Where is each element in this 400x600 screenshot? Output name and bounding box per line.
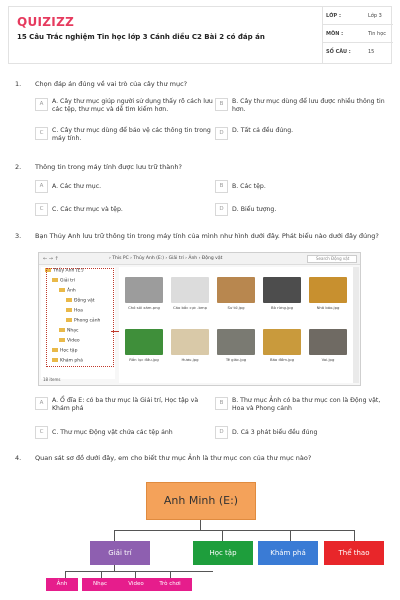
image-icon — [217, 277, 255, 303]
meta-row-count — [323, 43, 393, 61]
question-number: 4. — [15, 454, 22, 462]
tree-item-label: Động vật — [74, 298, 95, 304]
file-thumbnail[interactable] — [169, 277, 211, 310]
image-icon — [309, 329, 347, 355]
file-thumbnail[interactable] — [307, 329, 349, 362]
option-text: C. Các thư mục và tệp. — [52, 206, 123, 213]
file-name: Tê giác.jpg — [225, 357, 247, 362]
q1-option-d[interactable] — [215, 127, 395, 145]
file-thumbnail[interactable] — [215, 277, 257, 310]
file-thumbnail[interactable] — [123, 277, 165, 310]
option-letter: B — [215, 397, 228, 410]
connector-line — [114, 530, 115, 541]
search-box: Search Động vật — [307, 255, 357, 263]
meta-key: LỚP : — [326, 13, 341, 19]
connector-line — [114, 565, 115, 571]
file-thumbnail[interactable] — [261, 329, 303, 362]
tree-item-label: Thủy Anh (E:) — [53, 268, 84, 274]
diagram-node-kham-pha: Khám phá — [258, 541, 318, 565]
question-number: 1. — [15, 80, 22, 88]
q3-option-b[interactable] — [215, 397, 395, 415]
scrollbar — [353, 267, 359, 383]
file-name: Sư tử.jpg — [227, 305, 245, 310]
tree-item-label: Phong cảnh — [74, 318, 101, 324]
option-text: C. Cây thư mục dùng để bảo vệ các thông tin trong máy tính. — [52, 127, 211, 142]
option-text: A. Ổ đĩa E: có ba thư mục là Giải trí, Học tập và Khám phá — [52, 397, 199, 412]
file-thumbnail[interactable] — [123, 329, 165, 362]
q3-option-c[interactable] — [35, 426, 215, 444]
question-text: Quan sát sơ đồ dưới đây, em cho biết thư mục Ảnh là thư mục con của thư mục nào? — [35, 454, 312, 462]
option-letter: B — [215, 98, 228, 111]
q1-option-c[interactable] — [35, 127, 215, 145]
tree-item-label: Video — [67, 338, 80, 344]
question-text: Chọn đáp án đúng về vai trò của cây thư mục? — [35, 80, 188, 88]
connector-line — [200, 520, 201, 530]
tree-item-label: Nhạc — [67, 328, 79, 334]
file-name: Chó sói xám.png — [128, 305, 160, 310]
file-explorer-figure — [38, 252, 361, 386]
meta-key: MÔN : — [326, 31, 344, 37]
item-count: 18 items — [43, 377, 61, 382]
connector-line — [101, 571, 102, 578]
option-letter: A — [35, 397, 48, 410]
highlight-dotted-box — [46, 268, 114, 367]
diagram-node-tro-choi: Trò chơi — [148, 578, 192, 591]
tree-item-label: Giải trí — [60, 278, 76, 284]
tree-item-label: Khám phá — [60, 358, 83, 364]
image-icon — [263, 329, 301, 355]
image-icon — [217, 329, 255, 355]
option-text: A. Cây thư mục giúp người sử dụng thấy rõ cách lưu các tệp, thư mục và dễ tìm kiếm hơn. — [52, 98, 213, 113]
image-icon — [171, 329, 209, 355]
option-letter: D — [215, 203, 228, 216]
image-icon — [263, 277, 301, 303]
option-letter: C — [35, 127, 48, 140]
header — [8, 6, 392, 64]
connector-line — [222, 530, 223, 541]
option-text: D. Biểu tượng. — [232, 206, 277, 213]
question-text: Bạn Thủy Anh lưu trữ thông tin trong máy tính của mình như hình dưới đây. Phát biểu nào dưới đây đúng? — [35, 232, 379, 240]
option-letter: B — [215, 180, 228, 193]
quizizz-logo: QUIZIZZ — [17, 15, 75, 29]
tree-item-label: Ảnh — [67, 288, 76, 294]
page-title: 15 Câu Trắc nghiệm Tin học lớp 3 Cánh diều C2 Bài 2 có đáp án — [17, 33, 265, 41]
file-name: Bò rừng.jpg — [270, 305, 293, 310]
option-letter: D — [215, 127, 228, 140]
connector-line — [65, 571, 213, 572]
diagram-node-nhac: Nhạc — [82, 578, 118, 591]
tree-item-label: Học tập — [60, 348, 78, 354]
question-number: 2. — [15, 163, 22, 171]
q2-option-d[interactable] — [215, 203, 395, 221]
connector-line — [135, 571, 136, 578]
file-name: Nhả báo.jpg — [316, 305, 340, 310]
option-letter: C — [35, 426, 48, 439]
file-name: Rắn lục đầu.jpg — [129, 357, 159, 362]
tree-item-label: Hoa — [74, 308, 83, 314]
connector-line — [114, 530, 354, 531]
option-text: C. Thư mục Động vật chứa các tệp ảnh — [52, 429, 173, 436]
connector-line — [170, 571, 171, 578]
connector-line — [354, 530, 355, 541]
image-icon — [125, 277, 163, 303]
diagram-node-video: Video — [118, 578, 154, 591]
meta-value: 15 — [368, 49, 375, 55]
q3-option-a[interactable] — [35, 397, 215, 415]
image-icon — [125, 329, 163, 355]
explorer-toolbar — [39, 253, 360, 265]
q1-option-b[interactable] — [215, 98, 395, 116]
option-text: D. Tất cả đều đúng. — [232, 127, 294, 134]
option-letter: A — [35, 180, 48, 193]
option-text: D. Cả 3 phát biểu đều đúng — [232, 429, 318, 436]
option-letter: A — [35, 98, 48, 111]
meta-value: Lớp 3 — [368, 13, 382, 19]
diagram-node-anh: Ảnh — [46, 578, 78, 591]
connector-line — [290, 530, 291, 541]
option-letter: C — [35, 203, 48, 216]
diagram-root-node: Anh Minh (E:) — [146, 482, 256, 520]
meta-key: SỐ CÂU : — [326, 49, 351, 55]
q3-option-d[interactable] — [215, 426, 395, 444]
file-thumbnail[interactable] — [169, 329, 211, 362]
meta-row-subject — [323, 25, 393, 43]
file-grid — [119, 267, 359, 383]
diagram-node-the-thao: Thể thao — [324, 541, 384, 565]
question-number: 3. — [15, 232, 22, 240]
option-letter: D — [215, 426, 228, 439]
nav-arrows-icon: ← → ↑ — [43, 256, 59, 262]
q2-option-c[interactable] — [35, 203, 215, 221]
file-thumbnail[interactable] — [307, 277, 349, 310]
file-name: Hươu.jpg — [181, 357, 199, 362]
diagram-node-hoc-tap: Học tập — [193, 541, 253, 565]
meta-value: Tin học — [368, 31, 387, 37]
q1-option-a[interactable] — [35, 98, 215, 116]
question-text: Thông tin trong máy tính được lưu trữ thành? — [35, 163, 182, 171]
option-text: A. Các thư mục. — [52, 183, 102, 190]
image-icon — [171, 277, 209, 303]
option-text: B. Thư mục Ảnh có ba thư mục con là Động vật, Hoa và Phong cảnh — [232, 397, 381, 412]
image-icon — [309, 277, 347, 303]
file-name: Voi.jpg — [321, 357, 335, 362]
q2-option-b[interactable] — [215, 180, 395, 198]
file-name: Báo đốm.jpg — [270, 357, 294, 362]
file-thumbnail[interactable] — [215, 329, 257, 362]
meta-row-class — [323, 7, 393, 25]
file-name: Cáo bắc cực .bmp — [172, 305, 208, 310]
connector-line — [65, 571, 66, 578]
meta-panel — [322, 7, 392, 63]
q2-option-a[interactable] — [35, 180, 215, 198]
option-text: B. Các tệp. — [232, 183, 266, 190]
file-thumbnail[interactable] — [261, 277, 303, 310]
address-path: › This PC › Thủy Anh (E:) › Giải trí › Ảnh › Động vật — [109, 256, 223, 261]
diagram-node-giai-tri: Giải trí — [90, 541, 150, 565]
option-text: B. Cây thư mục dùng để lưu được nhiều thông tin hơn. — [232, 98, 385, 113]
